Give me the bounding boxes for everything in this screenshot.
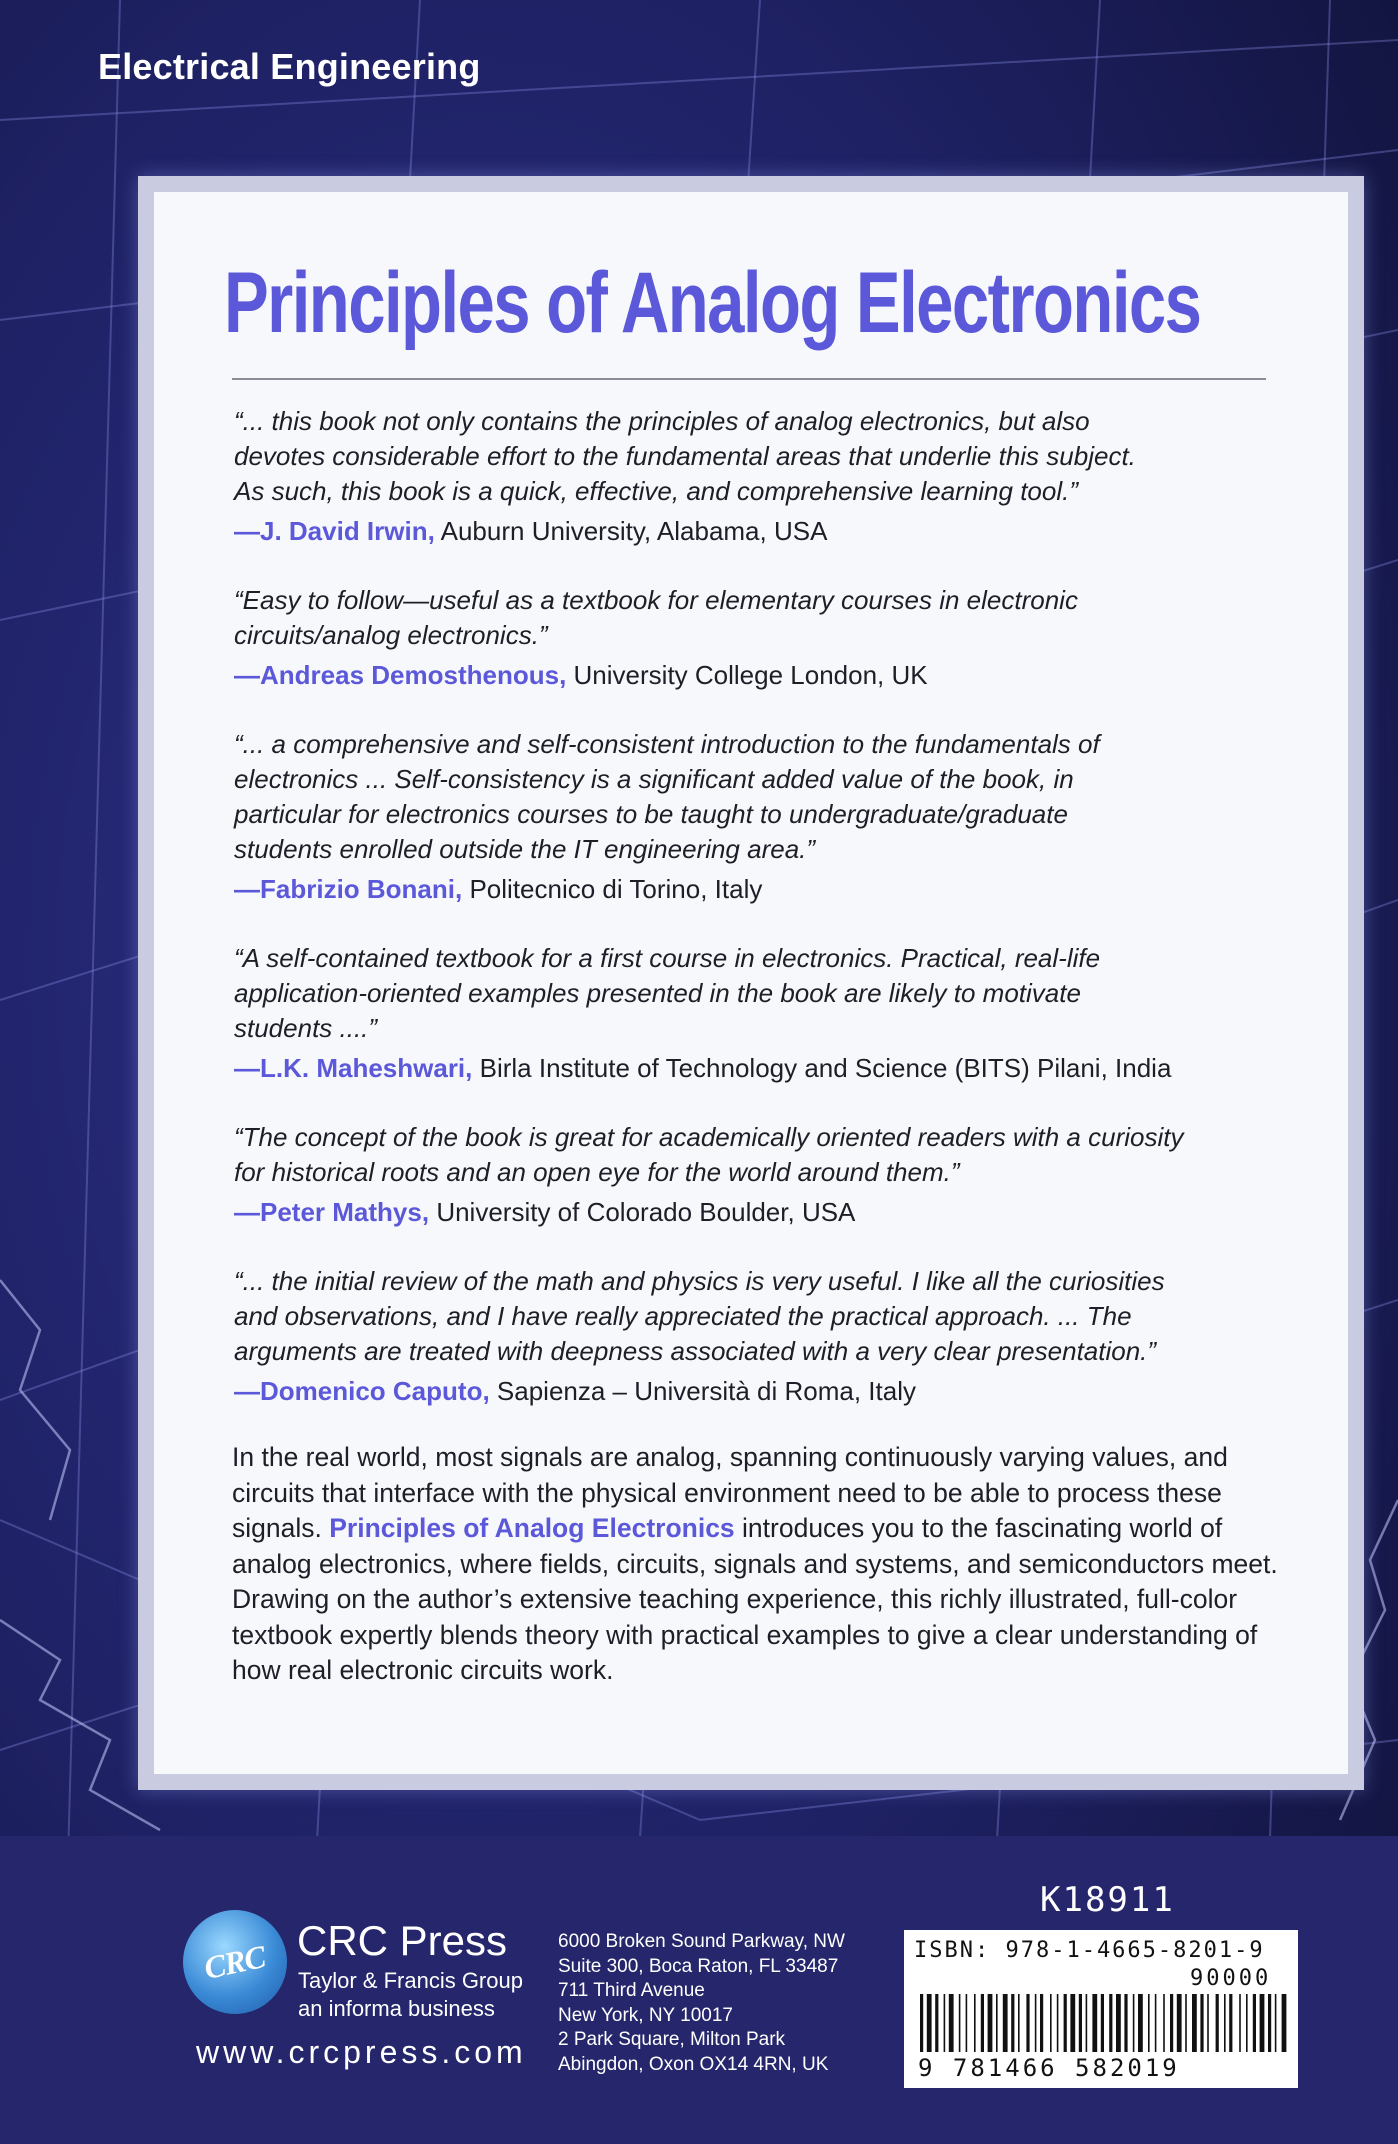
crc-logo xyxy=(183,1910,287,2014)
address-line: Suite 300, Boca Raton, FL 33487 xyxy=(558,1955,839,1977)
endorsement-attribution xyxy=(234,1050,1294,1086)
endorsement-attribution xyxy=(234,657,1294,693)
endorser-name: —Fabrizio Bonani, xyxy=(234,874,463,904)
endorsement-attribution xyxy=(234,1194,1294,1230)
product-code: K18911 xyxy=(1040,1880,1175,1920)
endorser-affiliation: University College London, UK xyxy=(573,660,928,690)
endorsement xyxy=(234,583,1294,693)
address-line: Abingdon, Oxon OX14 4RN, UK xyxy=(558,2053,829,2075)
description-book-title: Principles of Analog Electronics xyxy=(329,1513,735,1543)
endorser-name: —J. David Irwin, xyxy=(234,516,435,546)
endorsement-quote: “... this book not only contains the principles of analog electronics, but also devotes considerable effort to the fundamental areas that underlie this subject. As such, this book is a quick, effective, and comprehensive learning tool.” xyxy=(234,406,1136,506)
content-panel-frame xyxy=(138,176,1364,1790)
description-text: introduces you to the fascinating world of analog electronics, where fields, circuits, signals and systems, and semiconductors meet. Drawing on the author’s extensive teaching experience, this richly illustrated, full-color textbook expertly blends theory with practical examples to give a clear understanding of how real electronic circuits work. xyxy=(232,1513,1278,1685)
address-line: 6000 Broken Sound Parkway, NW xyxy=(558,1931,845,1952)
endorsement-attribution xyxy=(234,513,1294,549)
crc-logo-text: CRC xyxy=(201,1937,269,1986)
publisher-website: www.crcpress.com xyxy=(196,2034,527,2070)
endorsement-quote: “... a comprehensive and self-consistent introduction to the fundamentals of electronics ... Self-consistency is a significant added value of the book, in particular for electronics courses to be taught to undergraduate/graduate students enrolled outside the IT engineering area.” xyxy=(234,729,1100,864)
endorsement-attribution xyxy=(234,871,1294,907)
address-line: New York, NY 10017 xyxy=(558,2004,733,2026)
barcode-number: 9 781466 582019 xyxy=(918,2054,1180,2082)
publisher-group: Taylor & Francis Group xyxy=(298,1968,523,1993)
isbn-label: ISBN: 978-1-4665-8201-9 xyxy=(914,1938,1265,1963)
isbn-barcode xyxy=(904,1930,1298,2088)
publisher-name: CRC Press xyxy=(297,1917,508,1964)
endorsement-attribution xyxy=(234,1373,1294,1409)
endorser-affiliation: Politecnico di Torino, Italy xyxy=(469,874,763,904)
endorser-name: —Domenico Caputo, xyxy=(234,1376,490,1406)
publisher-addresses xyxy=(558,1930,898,2077)
book-description xyxy=(232,1440,1302,1689)
price-code: 90000 xyxy=(1190,1966,1272,1991)
book-title: Principles of Analog Electronics xyxy=(224,255,1201,351)
endorsement-quote: “Easy to follow—useful as a textbook for elementary courses in electronic circuits/analog electronics.” xyxy=(234,585,1078,650)
endorsement-quote: “A self-contained textbook for a first course in electronics. Practical, real-life application-oriented examples presented in the book are likely to motivate students ....” xyxy=(234,943,1101,1043)
endorsement xyxy=(234,1120,1294,1230)
category-label: Electrical Engineering xyxy=(98,46,481,87)
endorser-name: —Andreas Demosthenous, xyxy=(234,660,567,690)
endorser-affiliation: Auburn University, Alabama, USA xyxy=(440,516,828,546)
publisher-tagline: an informa business xyxy=(298,1996,495,2021)
content-panel xyxy=(154,192,1348,1774)
endorsements xyxy=(234,404,1294,1443)
endorsement-quote: “The concept of the book is great for academically oriented readers with a curiosity for historical roots and an open eye for the world around them.” xyxy=(234,1122,1184,1187)
endorser-affiliation: Birla Institute of Technology and Science (BITS) Pilani, India xyxy=(479,1053,1172,1083)
description-text: In the real world, most signals are analog, spanning continuously varying values, and circuits that interface with the physical environment need to be able to process these signals. xyxy=(232,1442,1228,1543)
endorsement xyxy=(234,404,1294,549)
endorsement xyxy=(234,941,1294,1086)
endorsement-quote: “... the initial review of the math and physics is very useful. I like all the curiosities and observations, and I have really appreciated the practical approach. ... The arguments are treated with deepness associated with a very clear presentation.” xyxy=(234,1266,1165,1366)
endorser-affiliation: University of Colorado Boulder, USA xyxy=(436,1197,856,1227)
endorsement xyxy=(234,1264,1294,1409)
address-line: 711 Third Avenue xyxy=(558,1980,705,2001)
endorser-name: —Peter Mathys, xyxy=(234,1197,430,1227)
endorser-name: —L.K. Maheshwari, xyxy=(234,1053,473,1083)
endorser-affiliation: Sapienza – Università di Roma, Italy xyxy=(496,1376,916,1406)
address-line: 2 Park Square, Milton Park xyxy=(558,2029,786,2050)
title-divider xyxy=(232,378,1266,380)
endorsement xyxy=(234,727,1294,907)
